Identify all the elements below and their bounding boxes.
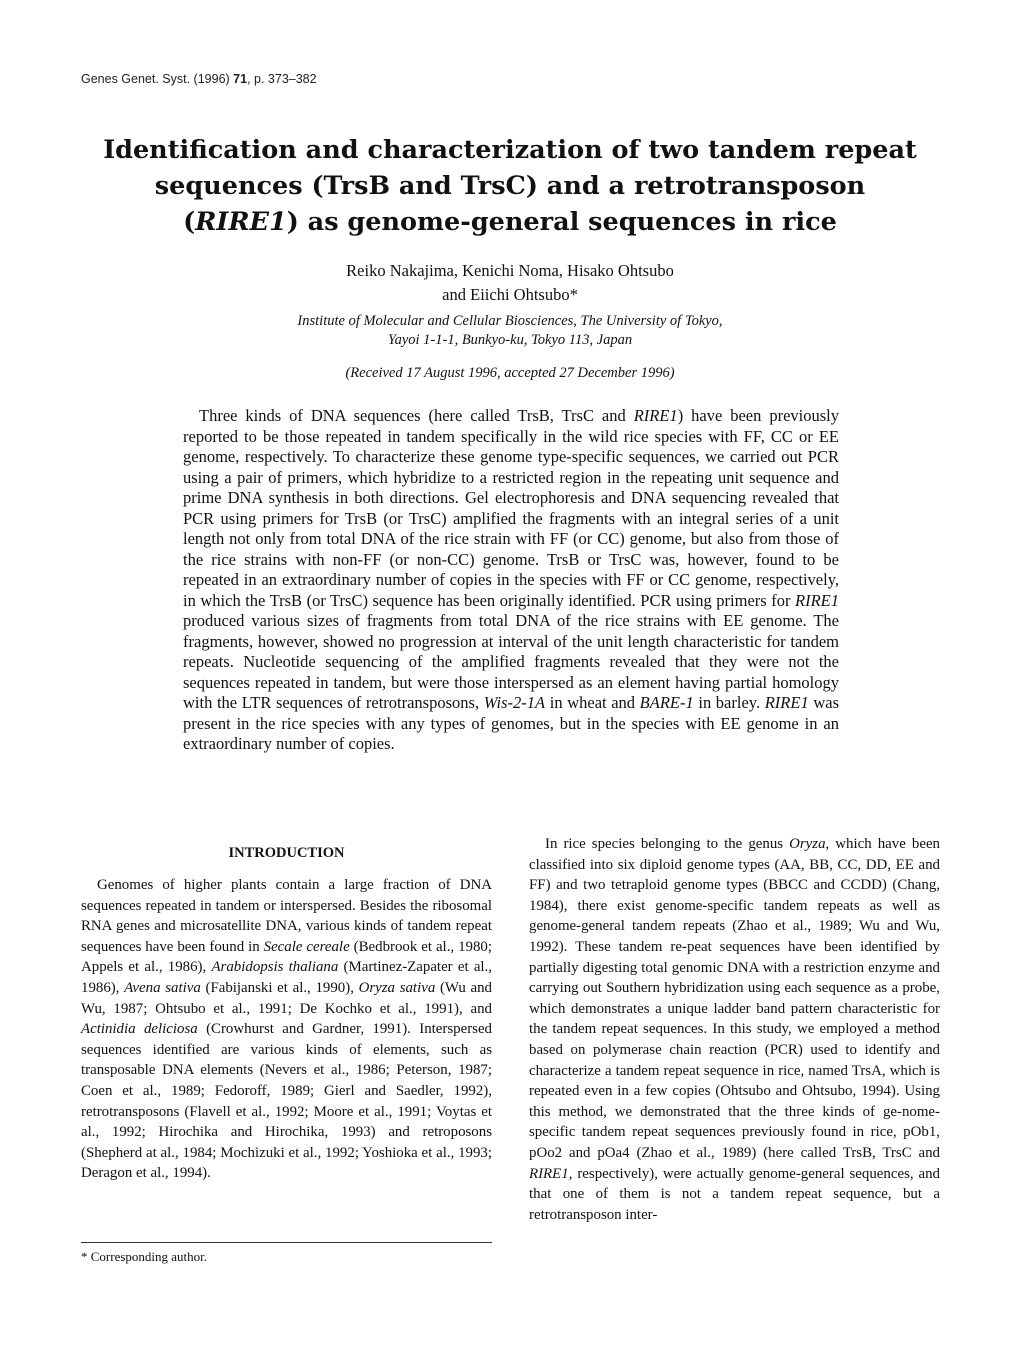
title-line-3: (RIRE1) as genome-general sequences in rice xyxy=(183,207,837,237)
affiliation-line-2: Yayoi 1-1-1, Bunkyo-ku, Tokyo 113, Japan xyxy=(387,332,633,348)
journal-pages: , p. 373–382 xyxy=(247,72,317,86)
journal-name: Genes Genet. Syst. (1996) xyxy=(81,72,234,86)
affiliation xyxy=(180,312,840,350)
footnote-divider xyxy=(81,1242,492,1243)
footnote-corresponding-author: * Corresponding author. xyxy=(81,1249,208,1264)
journal-volume: 71 xyxy=(233,72,248,86)
section-heading-introduction: INTRODUCTION xyxy=(228,845,345,861)
title-line-2: sequences (TrsB and TrsC) and a retrotransposon xyxy=(154,171,866,201)
journal-citation xyxy=(81,72,581,86)
paper-title xyxy=(60,132,960,240)
intro-left-column: Genomes of higher plants contain a large fraction of DNA sequences repeated in tandem or interspersed. Besides the ribosomal RNA genes and microsatellite DNA, various kinds of tandem repeat sequences have been found in Secale cereale (Bedbrook et al., 1980; Appels et al., 1986), Arabidopsis thaliana (Martinez-Zapater et al., 1986), Avena sativa (Fabijanski et al., 1990), Oryza sativa (Wu and Wu, 1987; Ohtsubo et al., 1991; De Kochko et al., 1991), and Actinidia deliciosa (Crowhurst and Gardner, 1991). Interspersed sequences identified are various kinds of elements, such as transposable DNA elements (Nevers et al., 1986; Peterson, 1987; Coen et al., 1989; Fedoroff, 1989; Gierl and Saedler, 1992), retrotransposons (Flavell et al., 1992; Moore et al., 1991; Voytas et al., 1992; Hirochika and Hirochika, 1993) and retroposons (Shepherd at al., 1984; Mochizuki et al., 1992; Yoshioka et al., 1993; Deragon et al., 1994). xyxy=(81,877,493,1182)
authors-line-1: Reiko Nakajima, Kenichi Noma, Hisako Ohtsubo xyxy=(346,261,674,280)
author-list xyxy=(200,259,820,307)
intro-right-column: In rice species belonging to the genus Oryza, which have been classified into six diploid genome types (AA, BB, CC, DD, EE and FF) and two tetraploid genome types (BBCC and CCDD) (Chang, 1984), there exist genome-specific tandem repeats as well as genome-general tandem repeats (Zhao et al., 1989; Wu and Wu, 1992). These tandem re-peat sequences have been identified by partially digesting total genomic DNA with a restriction enzyme and carrying out Southern hybridization using each sequence as a probe, which demonstrates a unique ladder band pattern characteristic for the tandem repeat sequences. In this study, we employed a method based on polymerase chain reaction (PCR) used to identify and characterize a tandem repeat sequence in rice, named TrsA, which is repeated even in a few copies (Ohtsubo and Ohtsubo, 1994). Using this method, we demonstrated that the three kinds of ge-nome-specific tandem repeat sequences previously found in rice, pOb1, pOo2 and pOa4 (Zhao et al., 1989) (here called TrsB, TrsC and RIRE1, respectively), were actually genome-general sequences, and that one of them is not a tandem repeat sequence, but a retrotransposon inter- xyxy=(529,836,941,1223)
affiliation-line-1: Institute of Molecular and Cellular Biosciences, The University of Tokyo, xyxy=(297,313,723,329)
authors-line-2: and Eiichi Ohtsubo* xyxy=(442,285,578,304)
abstract: Three kinds of DNA sequences (here called TrsB, TrsC and RIRE1) have been previously reported to be those repeated in tandem specifically in the wild rice species with FF, CC or EE genome, respectively. To characterize these genome type-specific sequences, we carried out PCR using a pair of primers, which hybridize to a restricted region in the repeating unit sequence and prime DNA synthesis in both directions. Gel electrophoresis and DNA sequencing revealed that PCR using primers for TrsB (or TrsC) amplified the fragments with an integral series of a unit length not only from total DNA of the rice strain with FF (or CC) genome, but also from those of the rice strains with non-FF (or non-CC) genome. TrsB or TrsC was, however, found to be repeated in an extraordinary number of copies in the species with FF or CC genome, respectively, in which the TrsB (or TrsC) sequence has been originally identified. PCR using primers for RIRE1 produced various sizes of fragments from total DNA of the rice strains with EE genome. The fragments, however, showed no progression at interval of the unit length characteristic for tandem repeats. Nucleotide sequencing of the amplified fragments revealed that they were not the sequences repeated in tandem, but were those interspersed as an element having partial homology with the LTR sequences of retrotransposons, Wis-2-1A in wheat and BARE-1 in barley. RIRE1 was present in the rice species with any types of genomes, but in the species with EE genome in an extraordinary number of copies. xyxy=(183,406,839,753)
title-rire1: RIRE1 xyxy=(195,207,287,237)
received-date: (Received 17 August 1996, accepted 27 December 1996) xyxy=(345,365,675,381)
title-line-1: Identification and characterization of two tandem repeat xyxy=(103,135,917,165)
